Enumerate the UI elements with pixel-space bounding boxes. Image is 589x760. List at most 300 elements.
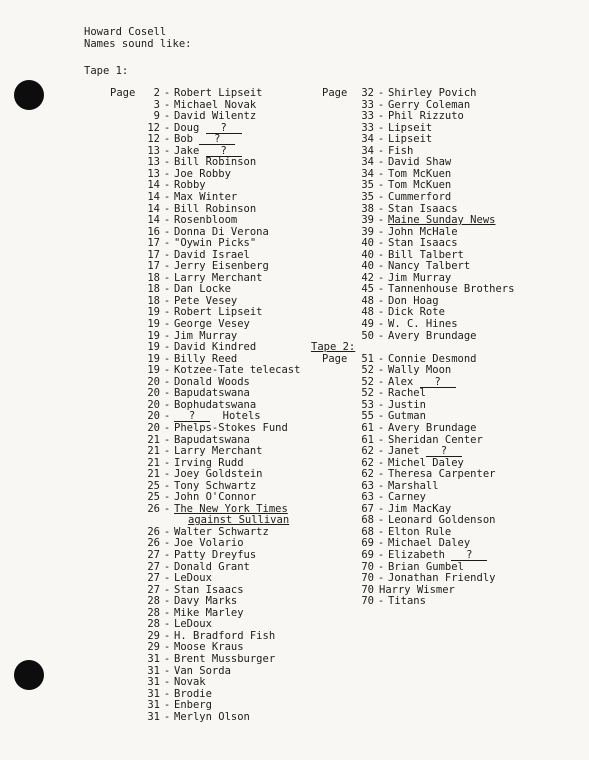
page-number: 18	[147, 271, 160, 284]
page-number: 69	[361, 549, 374, 561]
entry-name: Brian Gumbel	[388, 560, 464, 573]
page-number: 19	[147, 352, 160, 365]
page-number: 20	[147, 410, 160, 423]
entry-row	[110, 469, 263, 481]
page-number: 27	[147, 572, 160, 585]
page-number: 31	[147, 710, 160, 723]
dash-separator: -	[163, 352, 171, 365]
entry-name: The New York Times	[174, 502, 288, 515]
page-number: 31	[147, 652, 160, 665]
entry-name: Michael Novak	[174, 98, 257, 111]
entry-name: Irving Rudd	[174, 456, 244, 469]
dash-separator: -	[377, 364, 385, 377]
entry-name: Stan Isaacs	[388, 202, 458, 215]
dash-separator: -	[377, 421, 385, 434]
page-number: 70	[361, 583, 374, 596]
entry-name: Donald Woods	[174, 375, 250, 388]
dash-separator: -	[163, 676, 171, 689]
page-number: 62	[361, 445, 374, 458]
unknown-blank: ?	[451, 550, 487, 561]
entry-name: Max Winter	[174, 190, 238, 203]
entry-name: John O'Connor	[174, 491, 257, 504]
entry-name: Tom McKuen	[388, 167, 452, 180]
entry-name: David Israel	[174, 248, 250, 261]
entry-name: Elton Rule	[388, 525, 452, 538]
entry-row	[322, 446, 462, 458]
dash-separator: -	[377, 491, 385, 504]
entry-name: Jake	[174, 144, 200, 157]
dash-separator: -	[377, 352, 385, 365]
unknown-blank: ?	[199, 134, 235, 145]
entry-name: John McHale	[388, 225, 458, 238]
page-number: 70	[361, 560, 374, 573]
dash-separator: -	[163, 341, 171, 354]
entry-name: Dick Rote	[388, 306, 445, 319]
page-number: 26	[147, 537, 160, 550]
entry-row	[322, 469, 495, 481]
page-number: 20	[147, 398, 160, 411]
entry-name: Dan Locke	[174, 283, 231, 296]
dash-separator: -	[163, 87, 171, 99]
page-number: 14	[147, 179, 160, 192]
page-number: 21	[147, 445, 160, 458]
page-number: 40	[361, 237, 374, 250]
entry-name: Marshall	[388, 479, 439, 492]
page-number: 26	[147, 525, 160, 538]
page-number: 21	[147, 456, 160, 469]
entry-name: Wally Moon	[388, 364, 452, 377]
page-number: 27	[147, 560, 160, 573]
dash-separator: -	[163, 271, 171, 284]
entry-name: Rachel	[388, 387, 426, 400]
page-number: 25	[147, 491, 160, 504]
page-number: 19	[147, 341, 160, 354]
dash-separator: -	[377, 306, 385, 319]
entry-name: Shirley Povich	[388, 87, 477, 99]
entry-name: Nancy Talbert	[388, 260, 471, 273]
entry-name: Walter Schwartz	[174, 525, 269, 538]
entry-name: Titans	[388, 595, 426, 608]
entry-name: Lipseit	[388, 121, 433, 134]
entry-name: Pete Vesey	[174, 294, 238, 307]
page-number: 14	[147, 202, 160, 215]
entry-row	[110, 573, 212, 585]
page-number: 61	[361, 421, 374, 434]
page-number: 31	[147, 676, 160, 689]
dash-separator: -	[163, 687, 171, 700]
entry-name: Donald Grant	[174, 560, 250, 573]
dash-separator: -	[163, 167, 171, 180]
dash-separator: -	[163, 260, 171, 273]
entry-name: Jim Murray	[388, 271, 452, 284]
dash-separator: -	[377, 271, 385, 284]
page-number: 35	[361, 190, 374, 203]
page-number: 39	[361, 225, 374, 238]
page-prefix: Page	[322, 352, 348, 365]
entry-name: Phil Rizzuto	[388, 110, 464, 123]
page-number: 55	[361, 410, 374, 423]
dash-separator: -	[163, 560, 171, 573]
entry-name: Avery Brundage	[388, 329, 477, 342]
entry-row	[110, 550, 256, 562]
entry-name: Michel Daley	[388, 456, 464, 469]
entry-name: Robert Lipseit	[174, 306, 263, 319]
page-number: 70	[361, 595, 374, 608]
page-number: 32	[361, 87, 374, 99]
entry-name: Leonard Goldenson	[388, 514, 496, 527]
entry-row	[322, 365, 451, 377]
page-number: 13	[147, 144, 160, 157]
dash-separator: -	[163, 387, 171, 400]
page-number: 52	[361, 387, 374, 400]
page-number: 34	[361, 167, 374, 180]
page-number: 40	[361, 260, 374, 273]
dash-separator: -	[163, 479, 171, 492]
entry-name: Bill Robinson	[174, 202, 257, 215]
dash-separator: -	[163, 433, 171, 446]
entry-suffix: Hotels	[222, 410, 261, 423]
dash-separator: -	[163, 468, 171, 481]
dash-separator: -	[163, 375, 171, 388]
page-number: 51	[361, 352, 374, 365]
dash-separator: -	[163, 652, 171, 665]
entry-name: Merlyn Olson	[174, 710, 250, 723]
dash-separator: -	[163, 329, 171, 342]
page-number: 48	[361, 306, 374, 319]
entry-row	[322, 215, 495, 227]
page-number: 62	[361, 468, 374, 481]
entry-name: LeDoux	[174, 572, 212, 585]
entry-row	[110, 134, 235, 146]
page-number: 40	[361, 248, 374, 261]
dash-separator: -	[377, 98, 385, 111]
dash-separator: -	[163, 364, 171, 377]
page-number: 62	[361, 456, 374, 469]
entry-name: Stan Isaacs	[388, 237, 458, 250]
dash-separator: -	[163, 179, 171, 192]
page-number: 14	[147, 214, 160, 227]
page-number: 70	[361, 572, 374, 585]
dash-separator: -	[377, 144, 385, 157]
dash-separator: -	[163, 549, 171, 561]
entry-name: Novak	[174, 676, 206, 689]
dash-separator: -	[377, 87, 385, 99]
entry-row	[110, 666, 231, 678]
page-number: 13	[147, 156, 160, 169]
dash-separator: -	[377, 456, 385, 469]
page-number: 19	[147, 364, 160, 377]
dash-separator: -	[377, 214, 385, 227]
entry-name: Sheridan Center	[388, 433, 483, 446]
dash-separator: -	[377, 375, 385, 388]
dash-separator: -	[377, 410, 385, 423]
page-number: 33	[361, 110, 374, 123]
entry-row	[311, 342, 355, 354]
entry-name: David Shaw	[388, 156, 452, 169]
page-prefix: Page	[322, 87, 348, 99]
entry-name: Moose Kraus	[174, 641, 244, 654]
entry-row	[110, 111, 256, 123]
author-name: Howard Cosell	[84, 26, 167, 38]
dash-separator: -	[163, 190, 171, 203]
entry-name: Carney	[388, 491, 426, 504]
page-number: 3	[153, 98, 160, 111]
dash-separator: -	[163, 606, 171, 619]
page-number: 29	[147, 641, 160, 654]
entry-name: Patty Dreyfus	[174, 549, 257, 561]
dash-separator: -	[377, 572, 385, 585]
entry-row	[322, 596, 426, 608]
page-number: 28	[147, 618, 160, 631]
dash-separator: -	[377, 248, 385, 261]
entry-row	[110, 654, 275, 666]
page-number: 33	[361, 98, 374, 111]
dash-separator: -	[163, 699, 171, 712]
dash-separator: -	[377, 479, 385, 492]
page-number: 48	[361, 294, 374, 307]
dash-separator: -	[163, 202, 171, 215]
page-number: 31	[147, 687, 160, 700]
page-number: 20	[147, 421, 160, 434]
entry-name: Elizabeth	[388, 549, 445, 561]
entry-row	[110, 88, 263, 100]
dash-separator: -	[163, 641, 171, 654]
entry-name: Joey Goldstein	[174, 468, 263, 481]
dash-separator: -	[377, 445, 385, 458]
unknown-blank: ?	[174, 411, 210, 422]
dash-separator: -	[377, 525, 385, 538]
entry-name: Rosenbloom	[174, 214, 238, 227]
entry-row	[110, 712, 250, 724]
entry-name: Don Hoag	[388, 294, 439, 307]
entry-name: Bapudatswana	[174, 387, 250, 400]
page-number: 27	[147, 583, 160, 596]
dash-separator: -	[163, 629, 171, 642]
entry-name: Janet	[388, 445, 420, 458]
page-number: 38	[361, 202, 374, 215]
dash-separator: -	[377, 468, 385, 481]
dash-separator: -	[377, 502, 385, 515]
tape-2-label: Tape 2:	[311, 341, 356, 354]
entry-name: W. C. Hines	[388, 318, 458, 330]
entry-name: Larry Merchant	[174, 271, 263, 284]
page-number: 31	[147, 664, 160, 677]
unknown-blank: ?	[206, 146, 242, 157]
entry-name: Larry Merchant	[174, 445, 263, 458]
entry-name: Stan Isaacs	[174, 583, 244, 596]
page-number: 45	[361, 283, 374, 296]
entry-name: Avery Brundage	[388, 421, 477, 434]
dash-separator: -	[163, 583, 171, 596]
page-number: 2	[153, 87, 160, 99]
page-number: 18	[147, 283, 160, 296]
dash-separator: -	[377, 398, 385, 411]
page-number: 53	[361, 398, 374, 411]
entry-row	[322, 550, 487, 562]
entry-row	[110, 446, 263, 458]
unknown-blank: ?	[426, 446, 462, 457]
entry-name: Harry Wismer	[379, 583, 455, 596]
page-number: 9	[153, 110, 160, 123]
dash-separator: -	[377, 237, 385, 250]
entry-name: Tom McKuen	[388, 179, 452, 192]
dash-separator: -	[163, 237, 171, 250]
page-number: 21	[147, 433, 160, 446]
dash-separator: -	[163, 421, 171, 434]
page-number: 31	[147, 699, 160, 712]
entry-name: Jonathan Friendly	[388, 572, 496, 585]
entry-name: against Sullivan	[188, 514, 290, 527]
page-number: 18	[147, 294, 160, 307]
entry-name: Jim Murray	[174, 329, 238, 342]
dash-separator: -	[377, 433, 385, 446]
entry-name: Bapudatswana	[174, 433, 250, 446]
page-number: 63	[361, 479, 374, 492]
dash-separator: -	[377, 225, 385, 238]
dash-separator: -	[163, 214, 171, 227]
dash-separator: -	[163, 318, 171, 330]
dash-separator: -	[163, 537, 171, 550]
page-number: 49	[361, 318, 374, 330]
entry-row	[110, 596, 237, 608]
dash-separator: -	[377, 318, 385, 330]
page-number: 20	[147, 375, 160, 388]
entry-name: Tony Schwartz	[174, 479, 257, 492]
entry-name: Bob	[174, 133, 193, 146]
entry-name: Theresa Carpenter	[388, 468, 496, 481]
unknown-blank: ?	[420, 377, 456, 388]
entry-name: Bophudatswana	[174, 398, 257, 411]
dash-separator: -	[377, 294, 385, 307]
page-number: 33	[361, 121, 374, 134]
page-number: 12	[147, 133, 160, 146]
dash-separator: -	[163, 121, 171, 134]
page-number: 28	[147, 606, 160, 619]
dash-separator: -	[163, 110, 171, 123]
entry-name: Maine Sunday News	[388, 214, 496, 227]
entry-row	[322, 423, 477, 435]
entry-name: Alex	[388, 375, 414, 388]
entry-row	[110, 215, 237, 227]
page-number: 25	[147, 479, 160, 492]
entry-row	[322, 573, 495, 585]
entry-name: Lipseit	[388, 133, 433, 146]
page-number: 19	[147, 329, 160, 342]
entry-row	[322, 238, 458, 250]
dash-separator: -	[377, 202, 385, 215]
dash-separator: -	[377, 549, 385, 561]
binder-hole-top	[14, 80, 44, 110]
entry-row	[322, 319, 458, 331]
entry-row	[110, 700, 212, 712]
entry-name: Van Sorda	[174, 664, 231, 677]
entry-name: Michael Daley	[388, 537, 471, 550]
entry-name: Donna Di Verona	[174, 225, 269, 238]
dash-separator: -	[163, 491, 171, 504]
entry-name: Joe Volario	[174, 537, 244, 550]
dash-separator: -	[163, 144, 171, 157]
entry-name: "Oywin Picks"	[174, 237, 257, 250]
entry-name: Fish	[388, 144, 414, 157]
dash-separator: -	[377, 329, 385, 342]
entry-name: Joe Robby	[174, 167, 231, 180]
entry-row	[110, 365, 300, 377]
page-number: 63	[361, 491, 374, 504]
dash-separator: -	[377, 110, 385, 123]
entry-row	[110, 319, 250, 331]
page-number: 13	[147, 167, 160, 180]
dash-separator: -	[377, 133, 385, 146]
dash-separator: -	[163, 283, 171, 296]
page-number: 14	[147, 190, 160, 203]
page-number: 50	[361, 329, 374, 342]
entry-row	[110, 423, 288, 435]
entry-name: Phelps-Stokes Fund	[174, 421, 288, 434]
entry-name: David Wilentz	[174, 110, 257, 123]
page-prefix: Page	[110, 87, 136, 99]
entry-name: Gutman	[388, 410, 426, 423]
dash-separator: -	[163, 306, 171, 319]
page-number: 27	[147, 549, 160, 561]
dash-separator: -	[377, 167, 385, 180]
entry-name: Jerry Eisenberg	[174, 260, 269, 273]
page-number: 69	[361, 537, 374, 550]
entry-name: Robby	[174, 179, 206, 192]
entry-name: Bill Robinson	[174, 156, 257, 169]
page-number: 20	[147, 387, 160, 400]
dash-separator: -	[163, 502, 171, 515]
subtitle: Names sound like:	[84, 38, 192, 50]
entry-name: Gerry Coleman	[388, 98, 471, 111]
dash-separator: -	[163, 525, 171, 538]
dash-separator: -	[163, 398, 171, 411]
dash-separator: -	[163, 456, 171, 469]
dash-separator: -	[163, 225, 171, 238]
page-number: 29	[147, 629, 160, 642]
page-number: 17	[147, 260, 160, 273]
entry-row	[322, 111, 464, 123]
tape-1-label: Tape 1:	[84, 65, 129, 77]
page-number: 21	[147, 468, 160, 481]
entry-row	[110, 192, 237, 204]
page-number: 19	[147, 318, 160, 330]
entry-name: Connie Desmond	[388, 352, 477, 365]
dash-separator: -	[163, 133, 171, 146]
dash-separator: -	[377, 121, 385, 134]
page-number: 12	[147, 121, 160, 134]
entry-row	[110, 677, 206, 689]
dash-separator: -	[377, 560, 385, 573]
entry-name: Billy Reed	[174, 352, 238, 365]
entry-name: Robert Lipseit	[174, 87, 263, 99]
dash-separator: -	[163, 410, 171, 423]
entry-name: Jim MacKay	[388, 502, 452, 515]
page-number: 28	[147, 595, 160, 608]
dash-separator: -	[163, 445, 171, 458]
dash-separator: -	[377, 595, 385, 608]
dash-separator: -	[163, 572, 171, 585]
page-number: 61	[361, 433, 374, 446]
dash-separator: -	[163, 248, 171, 261]
entry-row	[110, 169, 231, 181]
entry-name: Justin	[388, 398, 426, 411]
entry-name: Kotzee-Tate telecast	[174, 364, 301, 377]
dash-separator: -	[163, 98, 171, 111]
page-number: 26	[147, 502, 160, 515]
dash-separator: -	[377, 156, 385, 169]
entry-name: Tannenhouse Brothers	[388, 283, 515, 296]
page-number: 34	[361, 156, 374, 169]
